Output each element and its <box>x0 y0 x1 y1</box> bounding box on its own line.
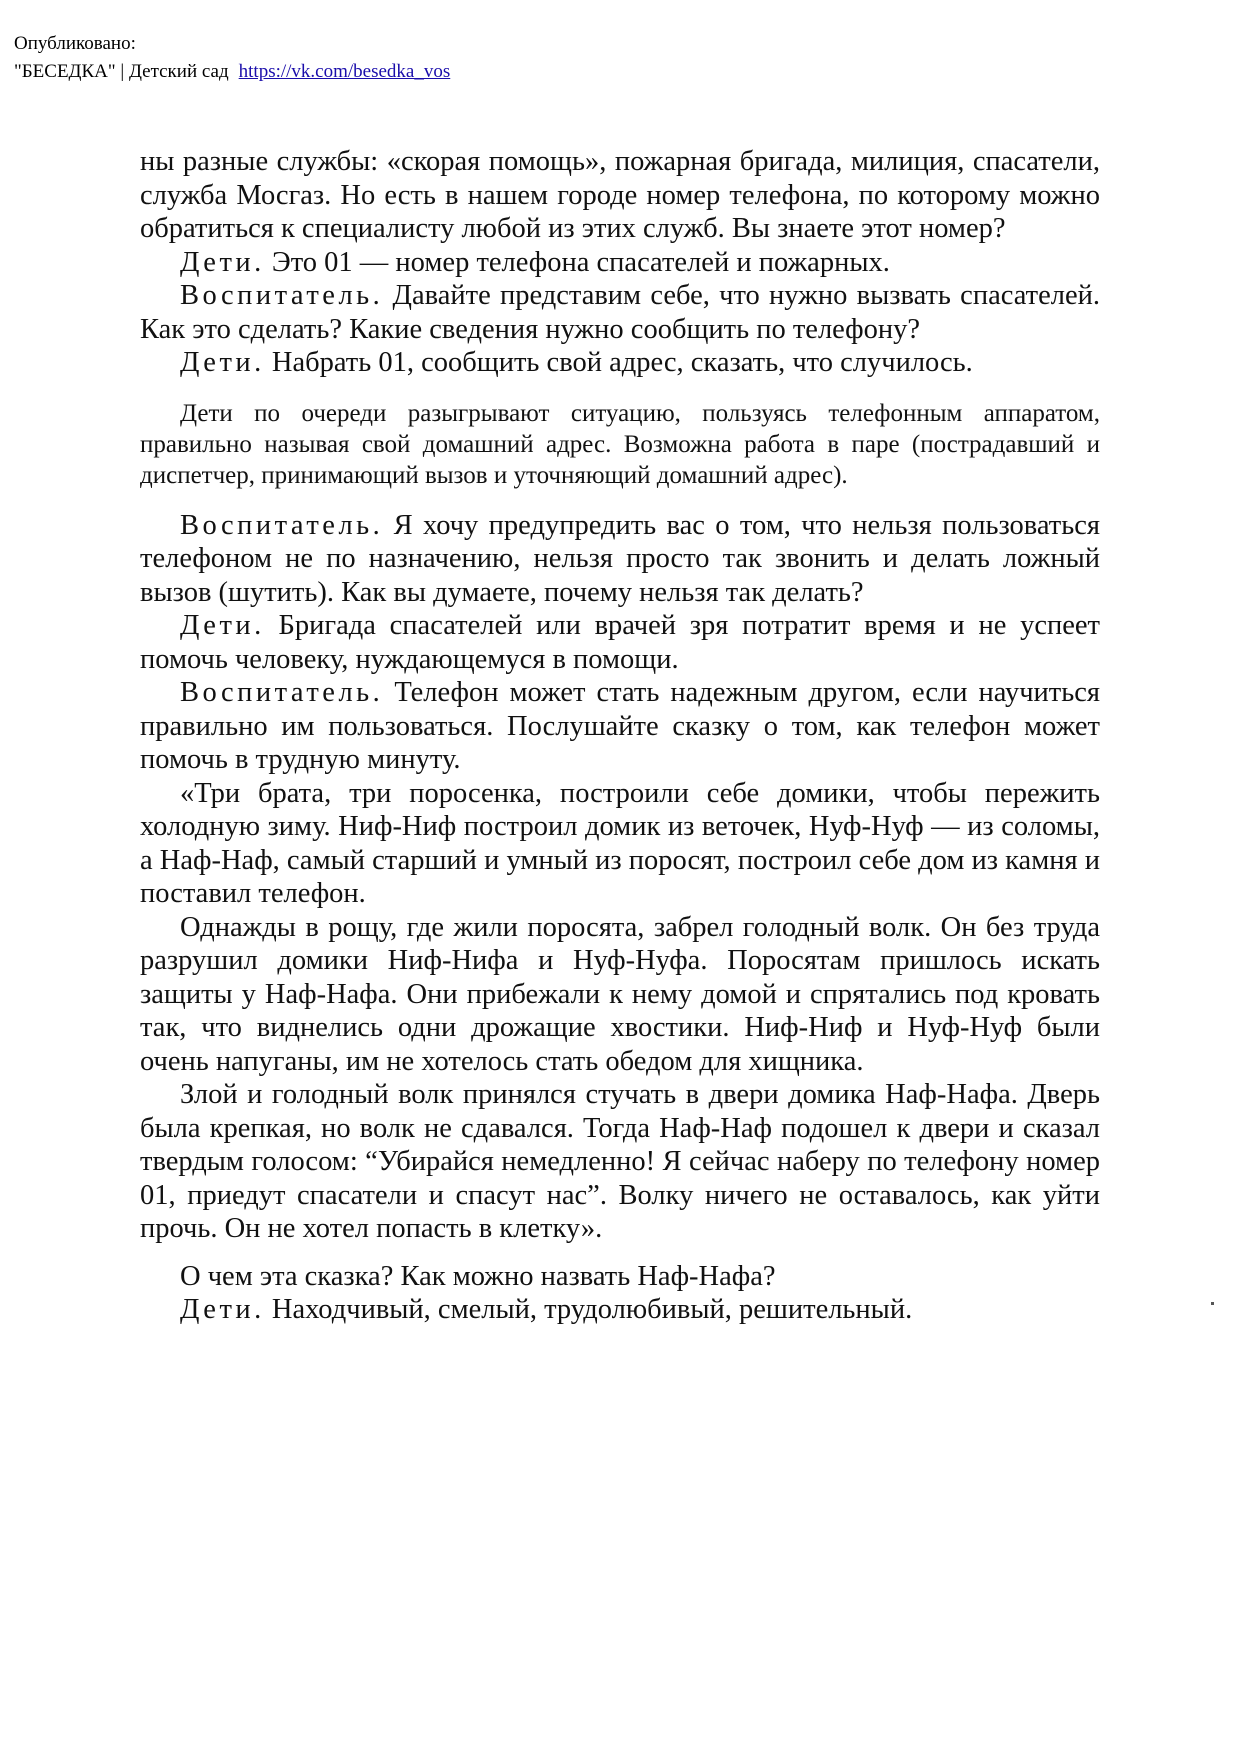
speaker-label: Дети. <box>180 347 265 378</box>
paragraph-4 <box>140 346 1100 380</box>
speaker-label: Воспитатель. <box>180 677 384 708</box>
paragraph-11 <box>140 1078 1100 1246</box>
paragraph-gap <box>140 1246 1100 1260</box>
source-link[interactable]: https://vk.com/besedka_vos <box>238 61 451 82</box>
speaker-label: Дети. <box>180 246 265 278</box>
paragraph-13 <box>140 1293 1100 1327</box>
paragraph-3 <box>140 279 1100 346</box>
paragraph-12 <box>140 1260 1100 1294</box>
speaker-label: Воспитатель. <box>180 280 384 311</box>
paragraph-text: Дети по очереди разыгрывают ситуацию, пользуясь телефонным аппаратом, правильно называя свой домашний адрес. Возможна работа в паре (пострадавший и диспетчер, принимающий вызов и уточняющий домашний адрес). <box>140 399 1100 489</box>
paragraph-8 <box>140 676 1100 777</box>
speaker-label: Дети. <box>180 1294 265 1325</box>
paragraph-10 <box>140 911 1100 1079</box>
paragraph-text: О чем эта сказка? Как можно назвать Наф-Нафа? <box>180 1260 776 1292</box>
paragraph-text: Находчивый, смелый, трудолюбивый, решительный. <box>271 1294 913 1325</box>
paragraph-text: Бригада спасателей или врачей зря потратит время и не успеет помочь человеку, нуждающемуся в помощи. <box>140 610 1101 675</box>
paragraph-text: Я хочу предупредить вас о том, что нельзя пользоваться телефоном не по назначению, нельзя просто так звонить и делать ложный вызов (шутить). Как вы думаете, почему нельзя так делать? <box>140 509 1100 608</box>
paragraph-text: «Три брата, три поросенка, построили себе домики, чтобы пережить холодную зиму. Ниф-Ниф построил домик из веточек, Нуф-Нуф — из соломы, а Наф-Наф, самый старший и умный из поросят, построил себе дом из камня и поставил телефон. <box>140 777 1100 909</box>
source-line <box>14 58 450 86</box>
paragraph-text: Злой и голодный волк принялся стучать в двери домика Наф-Нафа. Дверь была крепкая, но волк не сдавался. Тогда Наф-Наф подошел к двери и сказал твердым голосом: “Убирайся немедленно! Я сейчас наберу по телефону номер 01, приедут спасатели и спасут нас”. Волку ничего не оставалось, как уйти прочь. Он не хотел попасть в клетку». <box>140 1079 1100 1244</box>
paragraph-text: Телефон может стать надежным другом, если научиться правильно им пользоваться. Послушайте сказку о том, как телефон может помочь в трудную минуту. <box>140 677 1101 775</box>
paragraph-9 <box>140 777 1100 911</box>
paragraph-1 <box>140 145 1100 246</box>
paragraph-text: Давайте представим себе, что нужно вызвать спасателей. Как это сделать? Какие сведения нужно сообщить по телефону? <box>140 280 1100 345</box>
stage-direction-note <box>140 398 1100 491</box>
paragraph-text: Набрать 01, сообщить свой адрес, сказать, что случилось. <box>271 347 973 378</box>
published-label: Опубликовано: <box>14 33 136 54</box>
paragraph-7 <box>140 609 1100 676</box>
speaker-label: Воспитатель. <box>180 509 384 541</box>
scan-speck <box>1211 1302 1214 1305</box>
paragraph-text: ны разные службы: «скорая помощь», пожарная бригада, милиция, спасатели, служба Мосгаз. Но есть в нашем городе номер телефона, по которому можно обратиться к специалисту любой из этих служб. Вы знаете этот номер? <box>140 146 1100 244</box>
paragraph-6 <box>140 509 1100 610</box>
document-body <box>140 145 1100 1327</box>
speaker-label: Дети. <box>180 610 265 641</box>
paragraph-2 <box>140 246 1100 280</box>
paragraph-text: Однажды в рощу, где жили поросята, забрел голодный волк. Он без труда разрушил домики Ниф-Нифа и Нуф-Нуфа. Поросятам пришлось искать защиты у Наф-Нафа. Они прибежали к нему домой и спрятались под кровать так, что виднелись одни дрожащие хвостики. Ниф-Ниф и Нуф-Нуф были очень напуганы, им не хотелось стать обедом для хищника. <box>140 911 1100 1077</box>
paragraph-text: Это 01 — номер телефона спасателей и пожарных. <box>271 246 890 278</box>
publication-header <box>14 30 450 86</box>
source-name: "БЕСЕДКА" | Детский сад <box>14 61 229 82</box>
